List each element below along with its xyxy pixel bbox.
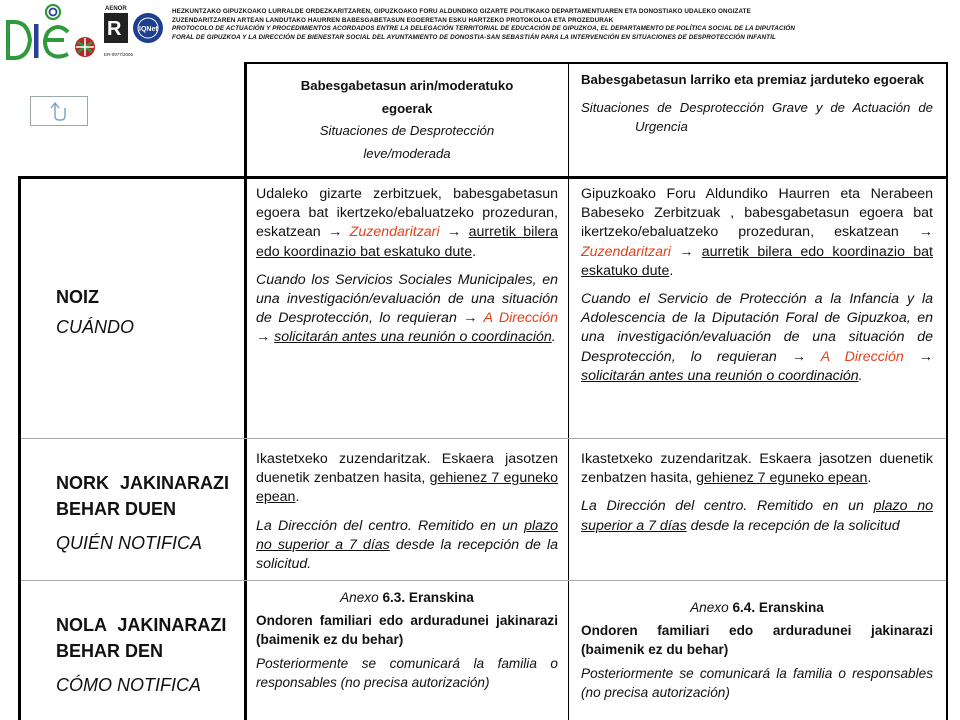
row-divider-1 [21, 438, 946, 439]
row-label-when [56, 282, 134, 342]
row-label-how [56, 612, 246, 698]
cert-code: ER-0977/2006 [104, 52, 134, 57]
row-how-es: CÓMO NOTIFICA [56, 675, 201, 695]
who-severe-es: La Dirección del centro. Remitido en un plazo no superior a 7 días desde la recepción de la solicitud [581, 498, 933, 534]
how-moderate-es: Posteriormente se comunicará la familia o responsables (no precisa autorización) [256, 655, 558, 690]
document-header [172, 8, 956, 42]
severe-title-eu: Babesgabetasun larriko eta premiaz jarduteko egoerak [581, 72, 925, 87]
when-severe-es: Cuando el Servicio de Protección a la Infancia y la Adolescencia de la Diputación Foral de Gipuzkoa, en una investigación/evaluación de una situación de Desprotección, lo requieran → A Dirección → solicitarán antes una reunión o coordinación. [581, 291, 933, 384]
moderate-title-es-2: leve/moderada [363, 145, 451, 161]
column-header-severe [581, 70, 933, 137]
how-severe-annex: Anexo 6.4. Eranskina [690, 600, 824, 615]
when-moderate-es: Cuando los Servicios Sociales Municipales, en una investigación/evaluación de una situación de Desprotección, lo requieran → A Dirección → solicitarán antes una reunión o coordinación. [256, 271, 559, 346]
row-who-eu-1: NORK JAKINARAZI [56, 473, 230, 493]
iqnet-label: IQNet [139, 26, 158, 33]
svg-text:R: R [107, 18, 122, 40]
row-how-eu-1: NOLA JAKINARAZI [56, 615, 227, 635]
row-divider-2 [21, 580, 946, 581]
when-severe-eu: Gipuzkoako Foru Aldundiko Haurren eta Nerabeen Babeseko Zerbitzuak , babesgabetasun egoera bat ikertzeko/ebaluatzeko prozeduran, eskatzean → Zuzendaritzari → aurretik bilera edo koordinazio bat eskatuko dute. [581, 186, 933, 279]
basque-government-logo [74, 36, 96, 58]
how-severe-es: Posteriormente se comunicará la familia o responsables (no precisa autorización) [581, 665, 933, 700]
row-how-eu-2: BEHAR DEN [56, 641, 164, 661]
row-label-who [56, 470, 246, 556]
how-moderate-eu: Ondoren familiari edo arduradunei jakinarazi (baimenik ez du behar) [256, 612, 558, 647]
when-severe-cell [581, 185, 933, 386]
header-line-2: ZUZENDARITZAREN ARTEAN LANDUTAKO HAURREN BABESGABETASUN EGOERETAN ESKU HARTZEKO PROTOKOLOA ETA PROZEDURAK [172, 16, 614, 24]
header-line-3: PROTOCOLO DE ACTUACIÓN Y PROCEDIMIENTOS ACORDADOS ENTRE LA DELEGACIÓN TERRITORIAL DE EDUCACIÓN DE GIPUZKOA, EL DEPARTAMENTO DE POLÍTICA SOCIAL DE LA DIPUTACIÓN [172, 25, 796, 33]
when-moderate-cell [256, 185, 558, 348]
who-severe-cell [581, 450, 933, 536]
who-severe-eu: Ikastetxeko zuzendaritzak. Eskaera jasotzen duenetik zenbatzen hasita, gehienez 7 eguneko epean. [581, 451, 933, 487]
header-line-4: FORAL DE GIPUZKOA Y LA DIRECCIÓN DE BIENESTAR SOCIAL DEL AYUNTAMIENTO DE DONOSTIA-SAN SEBASTIÁN PARA LA INTERVENCIÓN EN SITUACIONES DE DESPROTECCIÓN INFANTIL [172, 33, 776, 41]
who-moderate-eu: Ikastetxeko zuzendaritzak. Eskaera jasotzen duenetik zenbatzen hasita, gehienez 7 eguneko epean. [256, 451, 558, 506]
table-border-right [946, 62, 948, 720]
how-moderate-annex: Anexo 6.3. Eranskina [340, 590, 474, 605]
moderate-title-eu-1: Babesgabetasun arin/moderatuko [300, 78, 514, 93]
table-border-left [18, 176, 21, 720]
header-row-divider [18, 176, 948, 179]
when-moderate-eu: Udaleko gizarte zerbitzuek, babesgabetasun egoera bat ikertzeko/ebaluatzeko prozeduran, eskatzean → Zuzendaritzari → aurretik bilera edo koordinazio bat eskatuko dute. [256, 186, 558, 260]
quality-certification-logos [102, 2, 166, 60]
table-border-top [244, 62, 948, 64]
who-moderate-es: La Dirección del centro. Remitido en un plazo no superior a 7 días desde la recepción de la solicitud. [256, 517, 558, 573]
row-who-eu-2: BEHAR DUEN [56, 499, 177, 519]
who-moderate-cell [256, 450, 558, 574]
die-logo [6, 4, 70, 60]
column-header-moderate [254, 75, 560, 165]
row-who-es: QUIÉN NOTIFICA [56, 533, 203, 553]
how-severe-eu: Ondoren familiari edo arduradunei jakinarazi (baimenik ez du behar) [581, 622, 933, 657]
moderate-title-es-1: Situaciones de Desprotección [319, 123, 495, 138]
moderate-title-eu-2: egoerak [381, 100, 433, 116]
severe-title-es: Situaciones de Desprotección Grave y de Actuación de Urgencia [581, 99, 933, 134]
col-divider-middle [568, 62, 569, 720]
row-when-eu: NOIZ [56, 287, 99, 307]
how-severe-cell [581, 598, 933, 703]
protocol-table [18, 62, 948, 720]
row-when-es: CUÁNDO [56, 317, 135, 337]
aenor-label: AENOR [105, 6, 127, 12]
how-moderate-cell [256, 588, 558, 693]
header-line-1: HEZKUNTZAKO GIPUZKOAKO LURRALDE ORDEZKARITZAREN, GIPUZKOAKO FORU ALDUNDIKO GIZARTE POLITIKAKO DEPARTAMENTUAREN ETA DONOSTIAKO UDALEKO ONGIZATE [172, 8, 751, 15]
